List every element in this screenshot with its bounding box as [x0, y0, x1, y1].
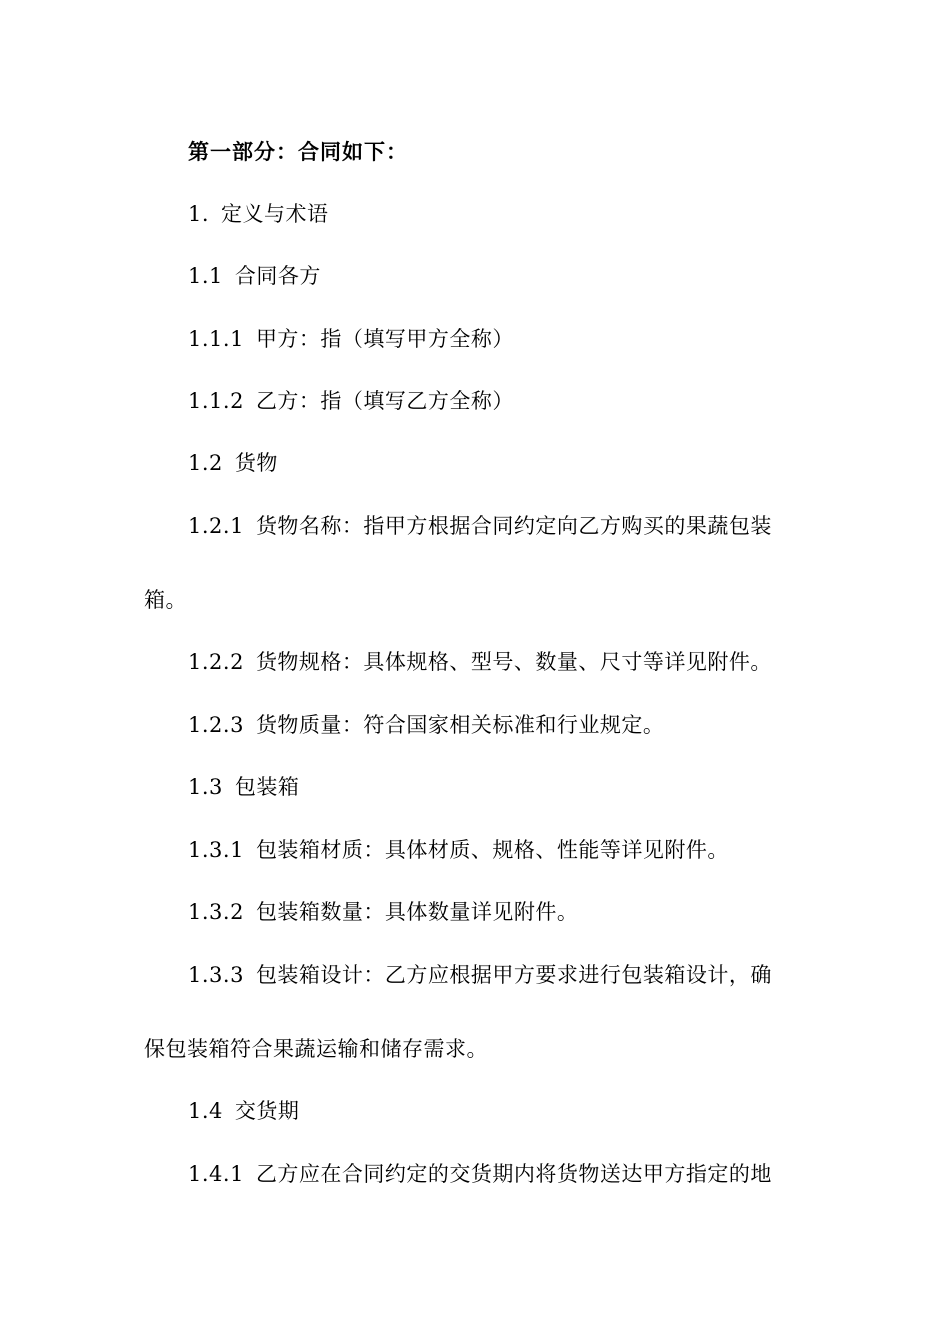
section-1-4-1 [188, 1159, 772, 1189]
section-1-2-3 [188, 710, 664, 740]
section-1-2-1 [188, 511, 772, 541]
section-number: 1.2.3 [188, 713, 244, 737]
section-1-1-1 [188, 324, 514, 354]
section-1 [188, 199, 329, 229]
part-heading: 第一部分：合同如下： [188, 140, 408, 164]
section-number: 1.3.1 [188, 838, 244, 862]
section-number: 1.4.1 [188, 1162, 244, 1186]
section-1-2 [188, 448, 278, 478]
section-number: 1.3 [188, 775, 223, 799]
section-number: 1.3.2 [188, 900, 244, 924]
section-text: 包装箱材质：具体材质、规格、性能等详见附件。 [255, 838, 729, 862]
section-1-1-2 [188, 386, 514, 416]
section-1-3-3-continuation: 保包装箱符合果蔬运输和储存需求。 [144, 1037, 488, 1061]
section-number: 1. [188, 202, 210, 226]
section-number: 1.2.1 [188, 514, 244, 538]
section-number: 1.1.2 [188, 389, 244, 413]
section-1-4 [188, 1096, 299, 1126]
section-1-3-3 [188, 960, 772, 990]
section-title: 包装箱 [234, 775, 300, 799]
section-number: 1.3.3 [188, 963, 244, 987]
section-text: 甲方：指（填写甲方全称） [255, 327, 514, 351]
section-1-3 [188, 772, 299, 802]
section-number: 1.4 [188, 1099, 223, 1123]
section-1-1 [188, 261, 321, 291]
section-number: 1.2 [188, 451, 223, 475]
section-text: 包装箱设计：乙方应根据甲方要求进行包装箱设计，确 [255, 963, 772, 987]
section-text: 货物质量：符合国家相关标准和行业规定。 [255, 713, 665, 737]
section-1-2-1-continuation: 箱。 [144, 588, 187, 612]
section-title: 合同各方 [234, 264, 321, 288]
section-text: 乙方应在合同约定的交货期内将货物送达甲方指定的地 [255, 1162, 772, 1186]
section-title: 交货期 [234, 1099, 300, 1123]
section-1-3-2 [188, 897, 578, 927]
section-title: 定义与术语 [221, 202, 329, 226]
section-number: 1.1.1 [188, 327, 244, 351]
section-text: 乙方：指（填写乙方全称） [255, 389, 514, 413]
section-number: 1.2.2 [188, 650, 244, 674]
section-1-2-2 [188, 647, 772, 677]
section-title: 货物 [234, 451, 278, 475]
section-text: 货物名称：指甲方根据合同约定向乙方购买的果蔬包装 [255, 514, 772, 538]
section-1-3-1 [188, 835, 729, 865]
section-text: 货物规格：具体规格、型号、数量、尺寸等详见附件。 [255, 650, 772, 674]
section-text: 包装箱数量：具体数量详见附件。 [255, 900, 579, 924]
section-number: 1.1 [188, 264, 223, 288]
